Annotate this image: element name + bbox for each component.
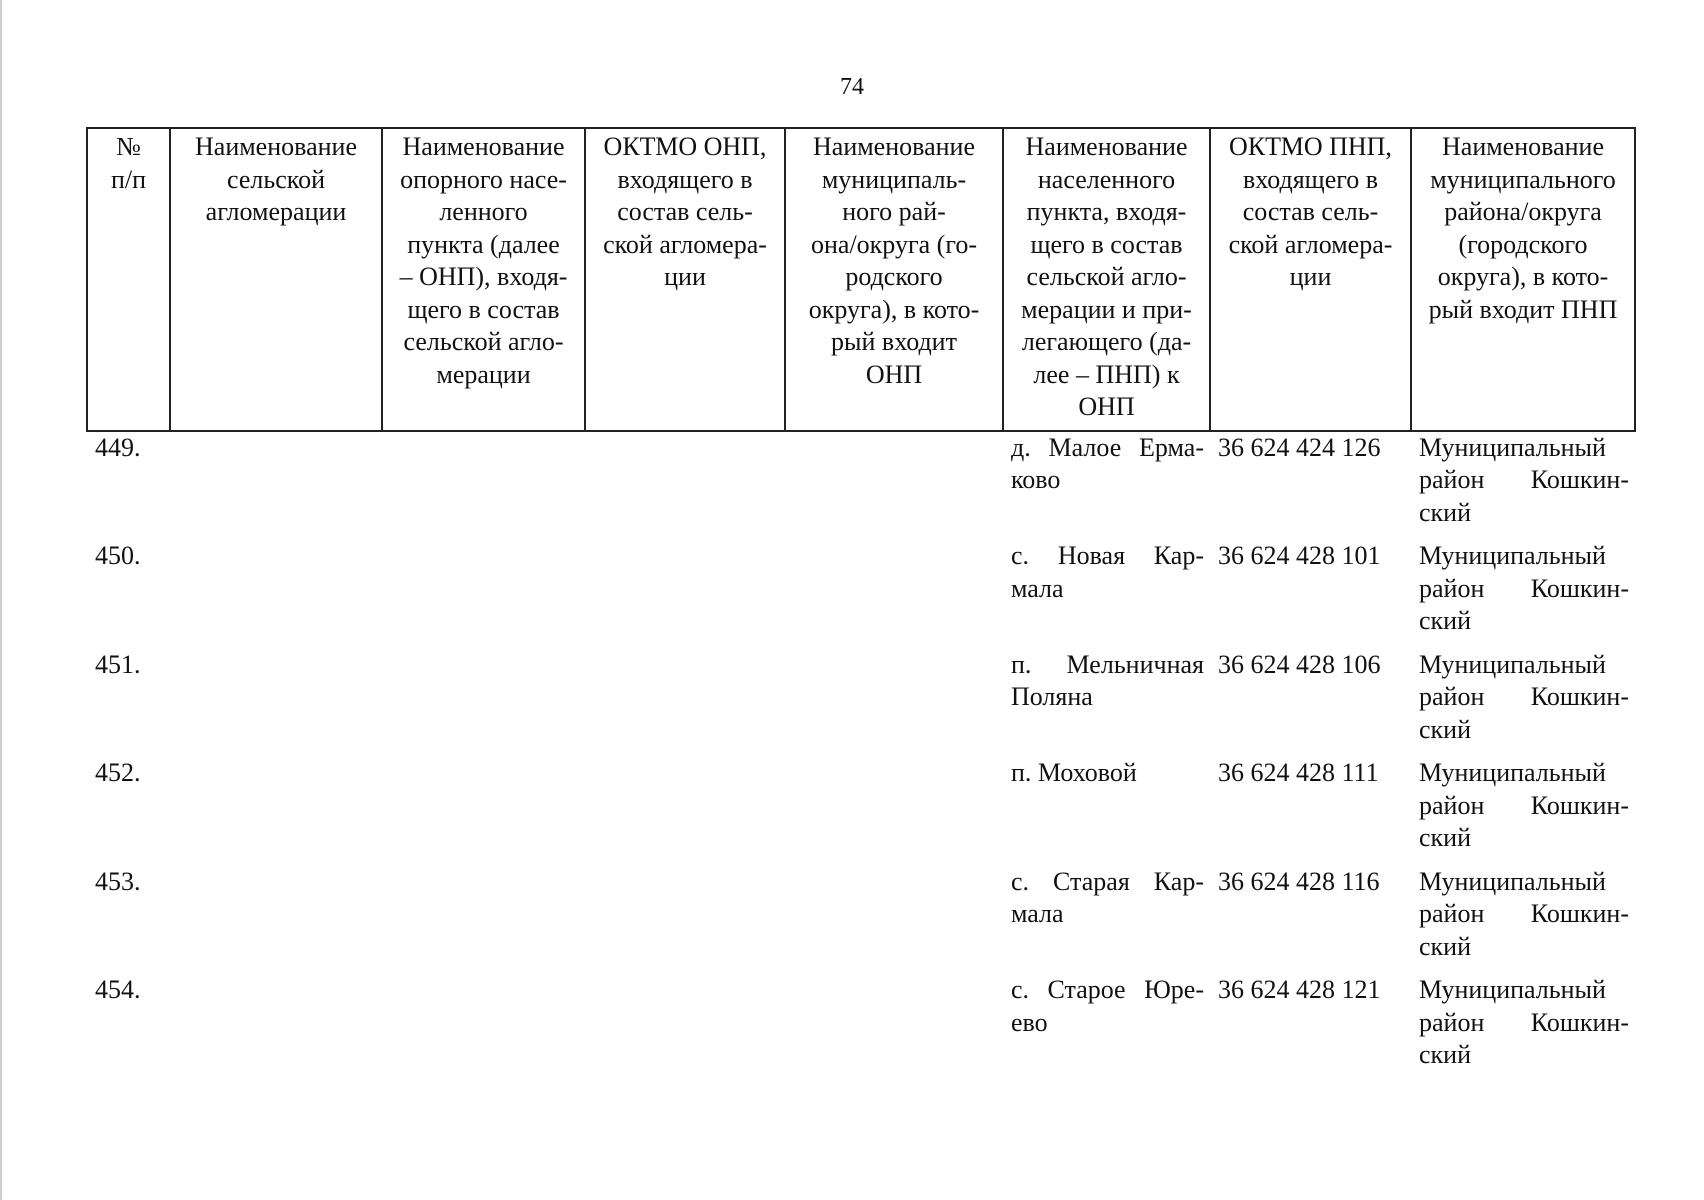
header-pnp-oktmo: [1210, 128, 1411, 431]
cell-line: с. Новая Кар-: [1011, 541, 1204, 570]
header-line: Наименование: [1025, 132, 1188, 161]
header-line: муниципаль-: [821, 164, 967, 194]
header-line: ской агломера-: [603, 229, 767, 259]
header-agglomeration-name: [170, 128, 382, 431]
table-body: [87, 431, 1635, 1083]
cell-line: ский: [1419, 1040, 1471, 1069]
header-line: ОКТМО ПНП,: [1229, 132, 1392, 161]
onp-oktmo-cell: [585, 974, 785, 1083]
cell-line: ский: [1419, 931, 1471, 961]
pnp-oktmo-cell: 36 624 428 116: [1218, 866, 1380, 896]
header-line: №: [116, 132, 141, 161]
header-line: ции: [664, 262, 706, 291]
pnp-district-cell: [1411, 866, 1635, 975]
table-row: [87, 866, 1635, 975]
pnp-district-cell: [1411, 649, 1635, 758]
table-header: [87, 128, 1635, 431]
header-line: округа), в кото-: [1437, 262, 1609, 291]
agglomeration-name-cell: [170, 540, 382, 649]
cell-line: район Кошкин-: [1419, 1007, 1629, 1037]
agglomeration-table-container: [86, 127, 1634, 1083]
header-line: ции: [1289, 262, 1332, 291]
onp-district-cell: [785, 757, 1003, 866]
header-line: щего в состав: [407, 294, 560, 324]
header-onp-oktmo: [585, 128, 785, 431]
cell-line: Муниципальный: [1419, 866, 1606, 896]
onp-name-cell: [382, 431, 585, 541]
row-number: 450.: [95, 541, 141, 570]
header-line: округа), в кото-: [808, 294, 980, 324]
cell-line: с. Старая Кар-: [1011, 866, 1204, 896]
cell-line: район Кошкин-: [1419, 682, 1629, 711]
pnp-name-cell: [1003, 649, 1210, 758]
header-line: агломерации: [205, 197, 347, 226]
onp-oktmo-cell: [585, 649, 785, 758]
onp-name-cell: [382, 866, 585, 975]
header-line: пункта (далее: [407, 229, 560, 259]
header-line: ОНП: [1078, 392, 1135, 421]
header-line: муниципального: [1430, 164, 1616, 194]
header-line: входящего в: [1242, 164, 1379, 194]
header-line: входящего в: [617, 164, 753, 194]
cell-line: район Кошкин-: [1419, 573, 1629, 603]
header-line: состав сель-: [617, 197, 753, 226]
onp-name-cell: [382, 540, 585, 649]
pnp-district-cell: [1411, 540, 1635, 649]
header-line: населенного: [1037, 164, 1176, 194]
row-number: 452.: [95, 758, 141, 787]
table-row: [87, 431, 1635, 541]
onp-district-cell: [785, 540, 1003, 649]
header-line: ОКТМО ОНП,: [603, 132, 767, 161]
agglomeration-name-cell: [170, 866, 382, 975]
header-pnp-name: [1003, 128, 1210, 431]
header-line: Наименование: [402, 132, 565, 161]
agglomeration-name-cell: [170, 649, 382, 758]
header-line: сельской агло-: [1026, 262, 1187, 291]
pnp-name-cell: [1003, 540, 1210, 649]
pnp-district-cell: [1411, 757, 1635, 866]
pnp-oktmo-cell: 36 624 428 101: [1218, 541, 1381, 570]
cell-line: с. Старое Юре-: [1011, 975, 1204, 1004]
header-line: (городского: [1458, 229, 1588, 259]
header-line: ОНП: [865, 359, 923, 389]
header-line: родского: [845, 262, 943, 291]
cell-line: ский: [1419, 606, 1471, 635]
cell-line: район Кошкин-: [1419, 790, 1629, 820]
table-row: [87, 649, 1635, 758]
pnp-oktmo-cell: 36 624 424 126: [1218, 432, 1381, 462]
header-line: сельской: [227, 164, 325, 194]
header-number: [87, 128, 170, 431]
row-number: 449.: [95, 432, 141, 462]
cell-line: ково: [1011, 465, 1061, 494]
onp-oktmo-cell: [585, 866, 785, 975]
table-row: [87, 757, 1635, 866]
header-line: ного рай-: [842, 197, 946, 226]
onp-district-cell: [785, 431, 1003, 541]
agglomeration-name-cell: [170, 431, 382, 541]
header-line: ской агломера-: [1228, 229, 1393, 259]
onp-name-cell: [382, 649, 585, 758]
page-number: 74: [840, 74, 864, 100]
pnp-district-cell: [1411, 431, 1635, 541]
onp-oktmo-cell: [585, 757, 785, 866]
cell-line: Муниципальный: [1419, 541, 1606, 570]
header-row: [87, 128, 1635, 431]
table-row: [87, 974, 1635, 1083]
header-line: мерации и при-: [1021, 294, 1192, 324]
cell-line: Муниципальный: [1419, 432, 1606, 462]
cell-line: район Кошкин-: [1419, 899, 1629, 928]
header-line: рый входит: [831, 327, 957, 356]
header-pnp-district: [1411, 128, 1635, 431]
header-line: Наименование: [813, 132, 975, 161]
onp-name-cell: [382, 974, 585, 1083]
cell-line: мала: [1011, 573, 1064, 603]
row-number: 453.: [95, 866, 141, 896]
header-line: Наименование: [195, 132, 357, 161]
header-line: Наименование: [1442, 132, 1604, 161]
header-onp-name: [382, 128, 585, 431]
header-line: п/п: [110, 164, 147, 194]
cell-line: ский: [1419, 497, 1471, 527]
header-line: опорного насе-: [400, 164, 567, 194]
pnp-oktmo-cell: 36 624 428 111: [1218, 758, 1379, 787]
cell-line: п. Моховой: [1011, 758, 1137, 787]
agglomeration-table: [86, 127, 1636, 1083]
header-line: она/округа (го-: [810, 229, 977, 259]
cell-line: ский: [1419, 714, 1471, 744]
header-line: сельской агло-: [403, 327, 564, 356]
pnp-name-cell: [1003, 974, 1210, 1083]
cell-line: Муниципальный: [1419, 758, 1606, 787]
header-line: района/округа: [1444, 197, 1602, 226]
cell-line: район Кошкин-: [1419, 465, 1629, 494]
header-line: рый входит ПНП: [1428, 294, 1618, 324]
onp-oktmo-cell: [585, 431, 785, 541]
cell-line: ево: [1011, 1007, 1048, 1037]
cell-line: п. Мельничная: [1011, 649, 1204, 679]
onp-district-cell: [785, 974, 1003, 1083]
cell-line: д. Малое Ерма-: [1011, 432, 1204, 462]
pnp-district-cell: [1411, 974, 1635, 1083]
agglomeration-name-cell: [170, 757, 382, 866]
cell-line: ский: [1419, 823, 1471, 852]
onp-oktmo-cell: [585, 540, 785, 649]
onp-name-cell: [382, 757, 585, 866]
header-line: ленного: [439, 197, 528, 226]
header-line: лее – ПНП) к: [1033, 359, 1180, 389]
header-line: мерации: [436, 359, 531, 389]
pnp-oktmo-cell: 36 624 428 106: [1218, 649, 1381, 679]
header-line: пункта, входя-: [1026, 197, 1187, 226]
cell-line: Муниципальный: [1419, 649, 1606, 679]
pnp-name-cell: [1003, 757, 1210, 866]
header-line: щего в состав: [1030, 229, 1183, 259]
header-onp-district: [785, 128, 1003, 431]
header-line: легающего (да-: [1021, 327, 1192, 356]
header-line: – ОНП), входя-: [399, 262, 568, 291]
cell-line: мала: [1011, 899, 1064, 928]
onp-district-cell: [785, 866, 1003, 975]
row-number: 454.: [95, 975, 141, 1004]
agglomeration-name-cell: [170, 974, 382, 1083]
cell-line: Поляна: [1011, 682, 1093, 711]
cell-line: Муниципальный: [1419, 975, 1606, 1004]
row-number: 451.: [95, 649, 141, 679]
pnp-name-cell: [1003, 866, 1210, 975]
header-line: состав сель-: [1242, 197, 1379, 226]
onp-district-cell: [785, 649, 1003, 758]
pnp-oktmo-cell: 36 624 428 121: [1218, 975, 1381, 1004]
table-row: [87, 540, 1635, 649]
scan-edge: [0, 0, 2, 1200]
pnp-name-cell: [1003, 431, 1210, 541]
